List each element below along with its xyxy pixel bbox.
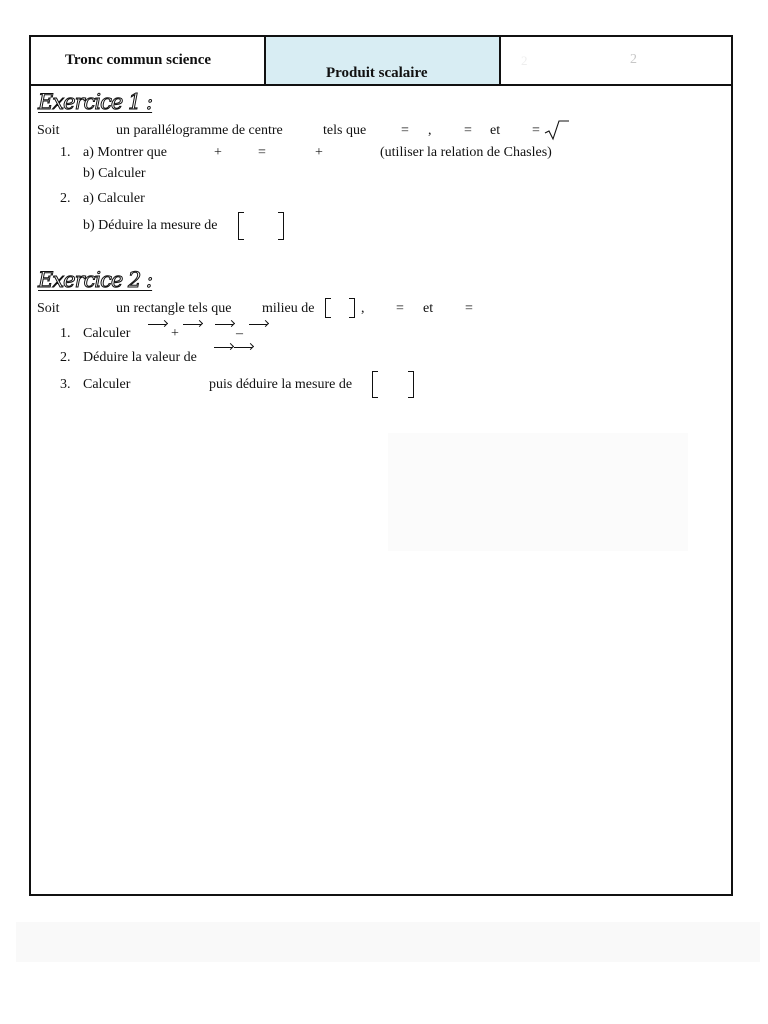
- faint-image-area: [388, 433, 688, 551]
- ex1-item1-b: b) Calculer: [83, 166, 146, 181]
- ex2-item3-suffix: puis déduire la mesure de: [209, 377, 353, 392]
- ex2-item1-minus: –: [236, 326, 243, 341]
- ex2-milieu: milieu de: [262, 301, 315, 316]
- header-info-cell: [501, 37, 731, 84]
- ex1-tels-que: tels que: [323, 123, 367, 138]
- ex1-parallelogram-text: un parallélogramme de centre: [116, 123, 283, 138]
- ex2-item1-plus: +: [171, 326, 179, 341]
- header-level-cell: [31, 37, 266, 84]
- right-bracket-icon: [349, 298, 355, 318]
- ex2-equals-2: =: [465, 301, 473, 316]
- ex1-item1-a: a) Montrer que: [83, 145, 167, 160]
- ex2-item2-number: 2.: [60, 350, 71, 365]
- vector-arrow-icon: [183, 324, 201, 325]
- ex2-comma: ,: [361, 301, 365, 316]
- ex1-item1-plus1: +: [214, 145, 222, 160]
- exercise1-title: Exercice 1 :: [38, 90, 153, 114]
- ex1-item1-hint: (utiliser la relation de Chasles): [380, 145, 552, 160]
- left-bracket-icon: [238, 212, 244, 240]
- exercise2-title: Exercice 2 :: [38, 268, 153, 292]
- ex2-item1-text: Calculer: [83, 326, 131, 341]
- ex1-soit: Soit: [37, 123, 60, 138]
- vector-arrow-icon: [148, 324, 166, 325]
- topic-title: Produit scalaire: [326, 65, 428, 81]
- left-bracket-icon: [325, 298, 331, 318]
- ex2-item3-number: 3.: [60, 377, 71, 392]
- vector-arrow-icon: [215, 324, 233, 325]
- ex1-item1-plus2: +: [315, 145, 323, 160]
- ex2-soit: Soit: [37, 301, 60, 316]
- ex1-item2-number: 2.: [60, 191, 71, 206]
- ex2-et: et: [423, 301, 434, 316]
- header-topic-cell: [266, 37, 501, 84]
- page-footer-band: [16, 922, 760, 962]
- ex1-equals-1: =: [401, 123, 409, 138]
- page-number: 2: [630, 52, 637, 67]
- ex1-item1-number: 1.: [60, 145, 71, 160]
- header-table: [31, 37, 731, 86]
- vector-arrow-icon: [234, 347, 252, 348]
- right-bracket-icon: [278, 212, 284, 240]
- vector-arrow-icon: [214, 347, 232, 348]
- right-bracket-icon: [408, 371, 414, 398]
- ex2-item1-number: 1.: [60, 326, 71, 341]
- ex2-item3-text: Calculer: [83, 377, 131, 392]
- ex1-equals-3: =: [532, 123, 540, 138]
- ex1-item2-b: b) Déduire la mesure de: [83, 218, 218, 233]
- left-bracket-icon: [372, 371, 378, 398]
- sqrt-icon: [543, 119, 569, 141]
- ex1-et: et: [490, 123, 501, 138]
- ex2-equals-1: =: [396, 301, 404, 316]
- ex2-item2-text: Déduire la valeur de: [83, 350, 197, 365]
- ex1-equals-2: =: [464, 123, 472, 138]
- ex1-item1-equals: =: [258, 145, 266, 160]
- level-label: Tronc commun science: [65, 52, 212, 68]
- ex1-comma: ,: [428, 123, 432, 138]
- ex1-item2-a: a) Calculer: [83, 191, 145, 206]
- vector-arrow-icon: [249, 324, 267, 325]
- ex2-rectangle-text: un rectangle tels que: [116, 301, 232, 316]
- faint-header-text: 2: [521, 53, 529, 68]
